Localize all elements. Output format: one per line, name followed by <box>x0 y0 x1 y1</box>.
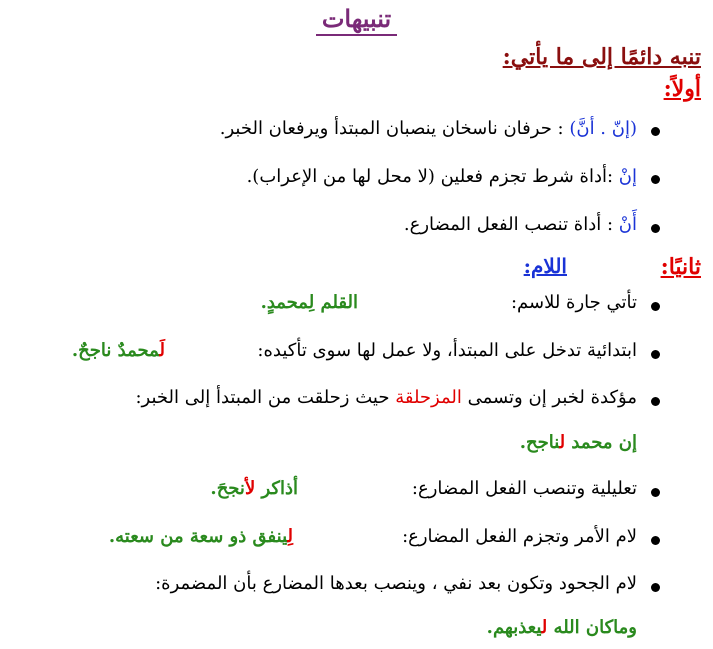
list-item <box>220 118 637 139</box>
example-text-b: ناجح. <box>519 432 560 453</box>
page-title-text: تنبيهات <box>316 4 397 36</box>
list-item-text <box>135 387 637 408</box>
bullet <box>651 175 660 184</box>
example-prefix: ل <box>541 617 548 638</box>
list-item-text: تأتي جارة للاسم: <box>510 292 637 313</box>
example-text-a: وماكان الله <box>547 617 637 638</box>
item-text: :أداة شرط تجزم فعلين (لا محل لها من الإعراب). <box>246 166 619 187</box>
item-key: (إنّ . أنَّ) <box>569 118 637 139</box>
list-item <box>404 214 637 235</box>
item-text-before: مؤكدة لخبر إن وتسمى <box>461 387 637 408</box>
example-text: محمدٌ ناجحٌ. <box>71 340 160 361</box>
list-item-example <box>72 340 165 361</box>
lam-heading: اللام: <box>523 254 567 278</box>
item-text: : حرفان ناسخان ينصبان المبتدأ ويرفعان الخبر. <box>219 118 570 139</box>
list-item-example: القلم لِمحمدٍ. <box>260 292 358 313</box>
item-text-after: حيث زحلقت من المبتدأ إلى الخبر: <box>135 387 396 408</box>
example-text-a: إن محمد <box>565 432 637 453</box>
page-title <box>0 4 713 33</box>
bullet <box>651 488 660 497</box>
bullet <box>651 536 660 545</box>
example-text-b: نجحَ. <box>210 478 245 499</box>
item-text: : أداة تنصب الفعل المضارع. <box>403 214 619 235</box>
list-item-text: تعليلية وتنصب الفعل المضارع: <box>411 478 637 499</box>
example-prefix: لأ <box>244 478 256 499</box>
bullet <box>651 350 660 359</box>
intro-heading: تنبه دائمًا إلى ما يأتي: <box>502 44 701 70</box>
example-text-b: يعذبهم. <box>486 617 542 638</box>
example-prefix: ل <box>559 432 566 453</box>
list-item-example <box>210 478 298 499</box>
list-item-example <box>487 617 637 638</box>
list-item-example <box>109 526 293 547</box>
item-highlight: المزحلقة <box>395 387 462 408</box>
list-item-example <box>520 432 637 453</box>
list-item <box>247 166 637 187</box>
example-prefix: لِ <box>287 526 293 547</box>
example-text-a: أذاكر <box>255 478 298 499</box>
bullet <box>651 397 660 406</box>
list-item-text: لام الأمر وتجزم الفعل المضارع: <box>402 526 637 547</box>
example-text: ينفق ذو سعة من سعته. <box>108 526 288 547</box>
section-first-heading: أولاً: <box>663 76 701 102</box>
bullet <box>651 583 660 592</box>
list-item-text: ابتدائية تدخل على المبتدأ، ولا عمل لها سوى تأكيده: <box>257 340 637 361</box>
list-item-text: لام الجحود وتكون بعد نفي ، وينصب بعدها المضارع بأن المضمرة: <box>155 573 637 594</box>
example-prefix: لَ <box>159 340 165 361</box>
item-key: إنْ <box>618 166 637 187</box>
section-second-heading: ثانيًا: <box>660 254 701 280</box>
item-key: أَنْ <box>618 214 637 235</box>
bullet <box>651 224 660 233</box>
bullet <box>651 302 660 311</box>
bullet <box>651 127 660 136</box>
